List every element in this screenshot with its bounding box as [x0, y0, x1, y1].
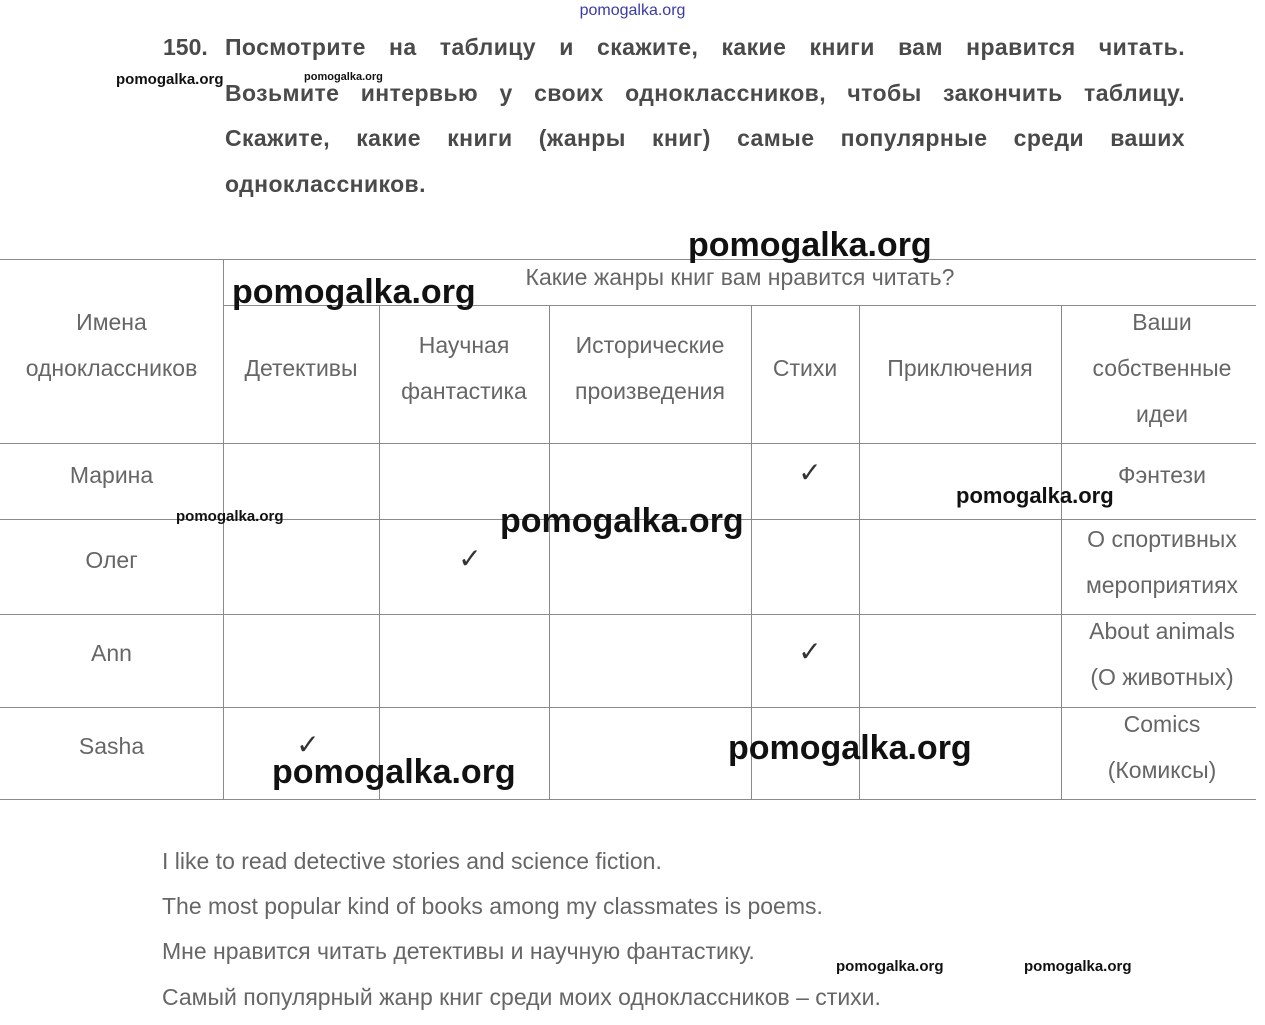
watermark: pomogalka.org — [272, 753, 516, 791]
genre-header-historical: Исторические произведения — [575, 332, 725, 404]
task-line-2: Возьмите интервью у своих одноклассников, чтобы закончить таблицу. — [225, 80, 1185, 106]
task-number: 150. — [163, 34, 208, 60]
row-own-idea-sasha: Comics (Комиксы) — [1107, 711, 1217, 783]
answer-line-1: I like to read detective stories and science fiction. — [162, 848, 662, 874]
genre-header-detectives: Детективы — [244, 355, 358, 381]
top-watermark: pomogalka.org — [579, 2, 686, 19]
row-own-idea-ann: About animals (О животных) — [1089, 618, 1235, 690]
task-line-1: Посмотрите на таблицу и скажите, какие книги вам нравится читать. — [225, 34, 1185, 60]
names-header: Имена одноклассников — [25, 309, 198, 381]
row-name-sasha: Sasha — [78, 733, 145, 759]
table-rule-bottom — [0, 799, 1256, 800]
watermark: pomogalka.org — [500, 502, 744, 540]
watermark: pomogalka.org — [1024, 958, 1132, 975]
genre-header-adventures: Приключения — [887, 355, 1033, 381]
check-mark-icon: ✓ — [798, 457, 822, 488]
watermark: pomogalka.org — [956, 483, 1114, 508]
check-mark-icon: ✓ — [296, 729, 320, 760]
watermark: pomogalka.org — [116, 71, 224, 88]
genre-header-own-ideas: Ваши собственные идеи — [1092, 309, 1232, 427]
genre-header-poems: Стихи — [772, 355, 838, 381]
task-line-4: одноклассников. — [225, 171, 426, 197]
question-header: Какие жанры книг вам нравится читать? — [525, 264, 955, 290]
task-line-3: Скажите, какие книги (жанры книг) самые популярные среди ваших — [225, 125, 1185, 151]
answer-line-4: Самый популярный жанр книг среди моих одноклассников – стихи. — [162, 984, 881, 1010]
check-mark-icon: ✓ — [798, 636, 822, 667]
watermark: pomogalka.org — [176, 508, 284, 525]
row-name-marina: Марина — [69, 462, 154, 488]
watermark: pomogalka.org — [304, 71, 383, 83]
row-own-idea-oleg: О спортивных мероприятиях — [1085, 526, 1239, 598]
check-mark-icon: ✓ — [458, 543, 482, 574]
answer-line-2: The most popular kind of books among my classmates is poems. — [162, 893, 823, 919]
watermark: pomogalka.org — [688, 226, 932, 264]
row-name-oleg: Олег — [85, 547, 138, 573]
row-name-ann: Ann — [91, 640, 132, 666]
watermark: pomogalka.org — [728, 729, 972, 767]
watermark: pomogalka.org — [836, 958, 944, 975]
watermark: pomogalka.org — [232, 273, 476, 311]
genre-header-science-fiction: Научная фантастика — [401, 332, 527, 404]
answer-line-3: Мне нравится читать детективы и научную фантастику. — [162, 938, 755, 964]
row-own-idea-marina: Фэнтези — [1118, 462, 1206, 488]
